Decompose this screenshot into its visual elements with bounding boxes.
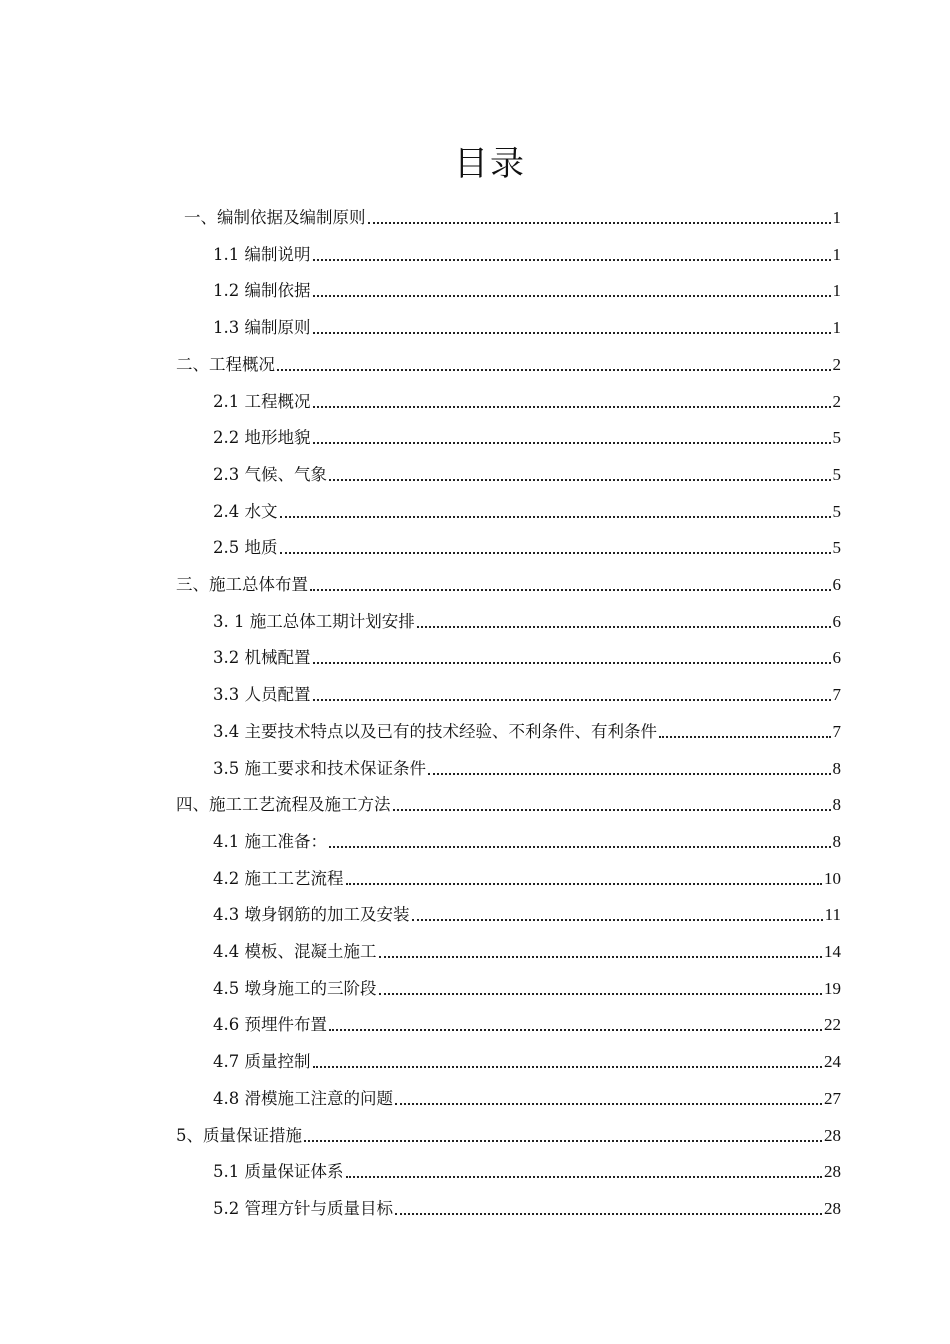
dot-leader — [368, 221, 831, 224]
toc-entry-section[interactable] — [213, 390, 841, 414]
toc-entry-label: 4.5 墩身施工的三阶段 — [213, 978, 377, 998]
dot-leader — [379, 992, 823, 995]
dot-leader — [280, 515, 831, 518]
dot-leader — [379, 955, 823, 958]
dot-leader — [313, 258, 831, 261]
toc-entry-section[interactable] — [213, 536, 841, 560]
toc-entry-section[interactable] — [213, 683, 841, 707]
toc-entry-label: 3.3 人员配置 — [213, 685, 311, 705]
toc-entry-page-number: 8 — [832, 795, 841, 815]
toc-entry-label: 3.4 主要技术特点以及已有的技术经验、不利条件、有利条件 — [213, 721, 657, 741]
toc-entry-page-number: 5 — [832, 428, 841, 448]
toc-entry-chapter[interactable] — [176, 353, 841, 377]
toc-entry-section[interactable] — [213, 610, 841, 634]
toc-entry-page-number: 6 — [832, 648, 841, 668]
toc-entry-chapter[interactable] — [176, 573, 841, 597]
toc-entry-page-number: 5 — [832, 501, 841, 521]
dot-leader — [395, 1102, 822, 1105]
toc-entry-section[interactable] — [213, 1197, 841, 1221]
dot-leader — [346, 1175, 823, 1178]
dot-leader — [313, 1065, 823, 1068]
toc-entry-label: 四、施工工艺流程及施工方法 — [176, 795, 391, 815]
dot-leader — [280, 551, 831, 554]
dot-leader — [313, 661, 831, 664]
toc-entry-page-number: 7 — [832, 685, 841, 705]
toc-entry-page-number: 1 — [832, 244, 841, 264]
toc-entry-page-number: 8 — [832, 831, 841, 851]
toc-entry-page-number: 1 — [832, 208, 841, 227]
toc-entry-page-number: 6 — [832, 575, 841, 594]
toc-entry-page-number: 28 — [824, 1198, 841, 1218]
toc-entry-section[interactable] — [213, 279, 841, 303]
toc-entry-section[interactable] — [213, 1013, 841, 1037]
toc-entry-label: 3.2 机械配置 — [213, 648, 311, 668]
toc-entry-label: 2.5 地质 — [213, 538, 278, 558]
toc-entry-chapter[interactable] — [176, 1124, 841, 1148]
dot-leader — [313, 331, 831, 334]
toc-entry-label: 1.2 编制依据 — [213, 281, 311, 301]
toc-entry-page-number: 2 — [832, 354, 841, 374]
toc-entry-page-number: 1 — [832, 281, 841, 301]
toc-entry-section[interactable] — [213, 1160, 841, 1184]
dot-leader — [313, 698, 831, 701]
dot-leader — [393, 808, 831, 811]
toc-entry-chapter[interactable] — [184, 206, 841, 230]
toc-entry-section[interactable] — [213, 867, 841, 891]
dot-leader — [310, 588, 831, 591]
toc-entry-page-number: 6 — [832, 611, 841, 631]
dot-leader — [417, 625, 831, 628]
toc-entry-page-number: 24 — [824, 1052, 841, 1072]
dot-leader — [412, 918, 823, 921]
toc-entry-section[interactable] — [213, 1050, 841, 1074]
toc-entry-label: 一、编制依据及编制原则 — [184, 208, 366, 227]
toc-entry-page-number: 5 — [832, 538, 841, 558]
toc-entry-label: 二、工程概况 — [176, 354, 275, 374]
toc-entry-label: 2.1 工程概况 — [213, 391, 311, 411]
toc-entry-label: 4.1 施工准备： — [213, 831, 327, 851]
dot-leader — [329, 1028, 822, 1031]
toc-entry-section[interactable] — [213, 243, 841, 267]
toc-entry-page-number: 1 — [832, 318, 841, 338]
toc-entry-label: 3. 1 施工总体工期计划安排 — [213, 611, 415, 631]
toc-entry-label: 1.3 编制原则 — [213, 318, 311, 338]
toc-entry-page-number: 7 — [832, 721, 841, 741]
toc-entry-section[interactable] — [213, 830, 841, 854]
toc-entry-label: 4.6 预埋件布置 — [213, 1015, 327, 1035]
toc-entry-section[interactable] — [213, 463, 841, 487]
toc-entry-section[interactable] — [213, 646, 841, 670]
toc-entry-page-number: 5 — [832, 464, 841, 484]
dot-leader — [313, 294, 831, 297]
toc-entry-section[interactable] — [213, 940, 841, 964]
toc-entry-page-number: 28 — [824, 1125, 841, 1145]
dot-leader — [304, 1139, 822, 1142]
toc-entry-label: 2.3 气候、气象 — [213, 464, 327, 484]
dot-leader — [395, 1212, 822, 1215]
toc-entry-label: 三、施工总体布置 — [176, 575, 308, 594]
dot-leader — [329, 478, 831, 481]
dot-leader — [428, 772, 831, 775]
toc-entry-page-number: 11 — [824, 905, 841, 925]
dot-leader — [313, 405, 831, 408]
dot-leader — [659, 735, 831, 738]
toc-entry-label: 4.3 墩身钢筋的加工及安装 — [213, 905, 410, 925]
toc-entry-label: 2.4 水文 — [213, 501, 278, 521]
toc-entry-label: 1.1 编制说明 — [213, 244, 311, 264]
dot-leader — [277, 368, 831, 371]
toc-entry-section[interactable] — [213, 500, 841, 524]
toc-entry-section[interactable] — [213, 1087, 841, 1111]
toc-entry-section[interactable] — [213, 757, 841, 781]
toc-entry-section[interactable] — [213, 316, 841, 340]
toc-entry-label: 4.8 滑模施工注意的问题 — [213, 1088, 393, 1108]
toc-entry-page-number: 19 — [824, 978, 841, 998]
toc-title: 目录 — [454, 144, 526, 184]
toc-entry-label: 4.4 模板、混凝土施工 — [213, 942, 377, 961]
dot-leader — [329, 845, 831, 848]
toc-entry-label: 5、质量保证措施 — [176, 1125, 302, 1145]
toc-entry-section[interactable] — [213, 977, 841, 1001]
toc-entry-label: 4.7 质量控制 — [213, 1052, 311, 1072]
toc-entry-page-number: 10 — [824, 868, 841, 888]
toc-entry-label: 4.2 施工工艺流程 — [213, 868, 344, 888]
toc-entry-chapter[interactable] — [176, 793, 841, 817]
toc-entry-section[interactable] — [213, 903, 841, 927]
toc-entry-label: 2.2 地形地貌 — [213, 428, 311, 448]
dot-leader — [346, 882, 823, 885]
toc-entry-section[interactable] — [213, 426, 841, 450]
toc-entry-page-number: 22 — [824, 1015, 841, 1035]
toc-entry-label: 3.5 施工要求和技术保证条件 — [213, 758, 426, 778]
toc-entry-page-number: 14 — [824, 942, 841, 961]
toc-entry-page-number: 27 — [824, 1088, 841, 1108]
toc-entry-page-number: 8 — [832, 758, 841, 778]
toc-entry-page-number: 28 — [824, 1162, 841, 1182]
toc-entry-page-number: 2 — [832, 391, 841, 411]
toc-entry-label: 5.1 质量保证体系 — [213, 1162, 344, 1182]
toc-entry-label: 5.2 管理方针与质量目标 — [213, 1198, 393, 1218]
dot-leader — [313, 441, 831, 444]
toc-entry-section[interactable] — [213, 720, 841, 744]
